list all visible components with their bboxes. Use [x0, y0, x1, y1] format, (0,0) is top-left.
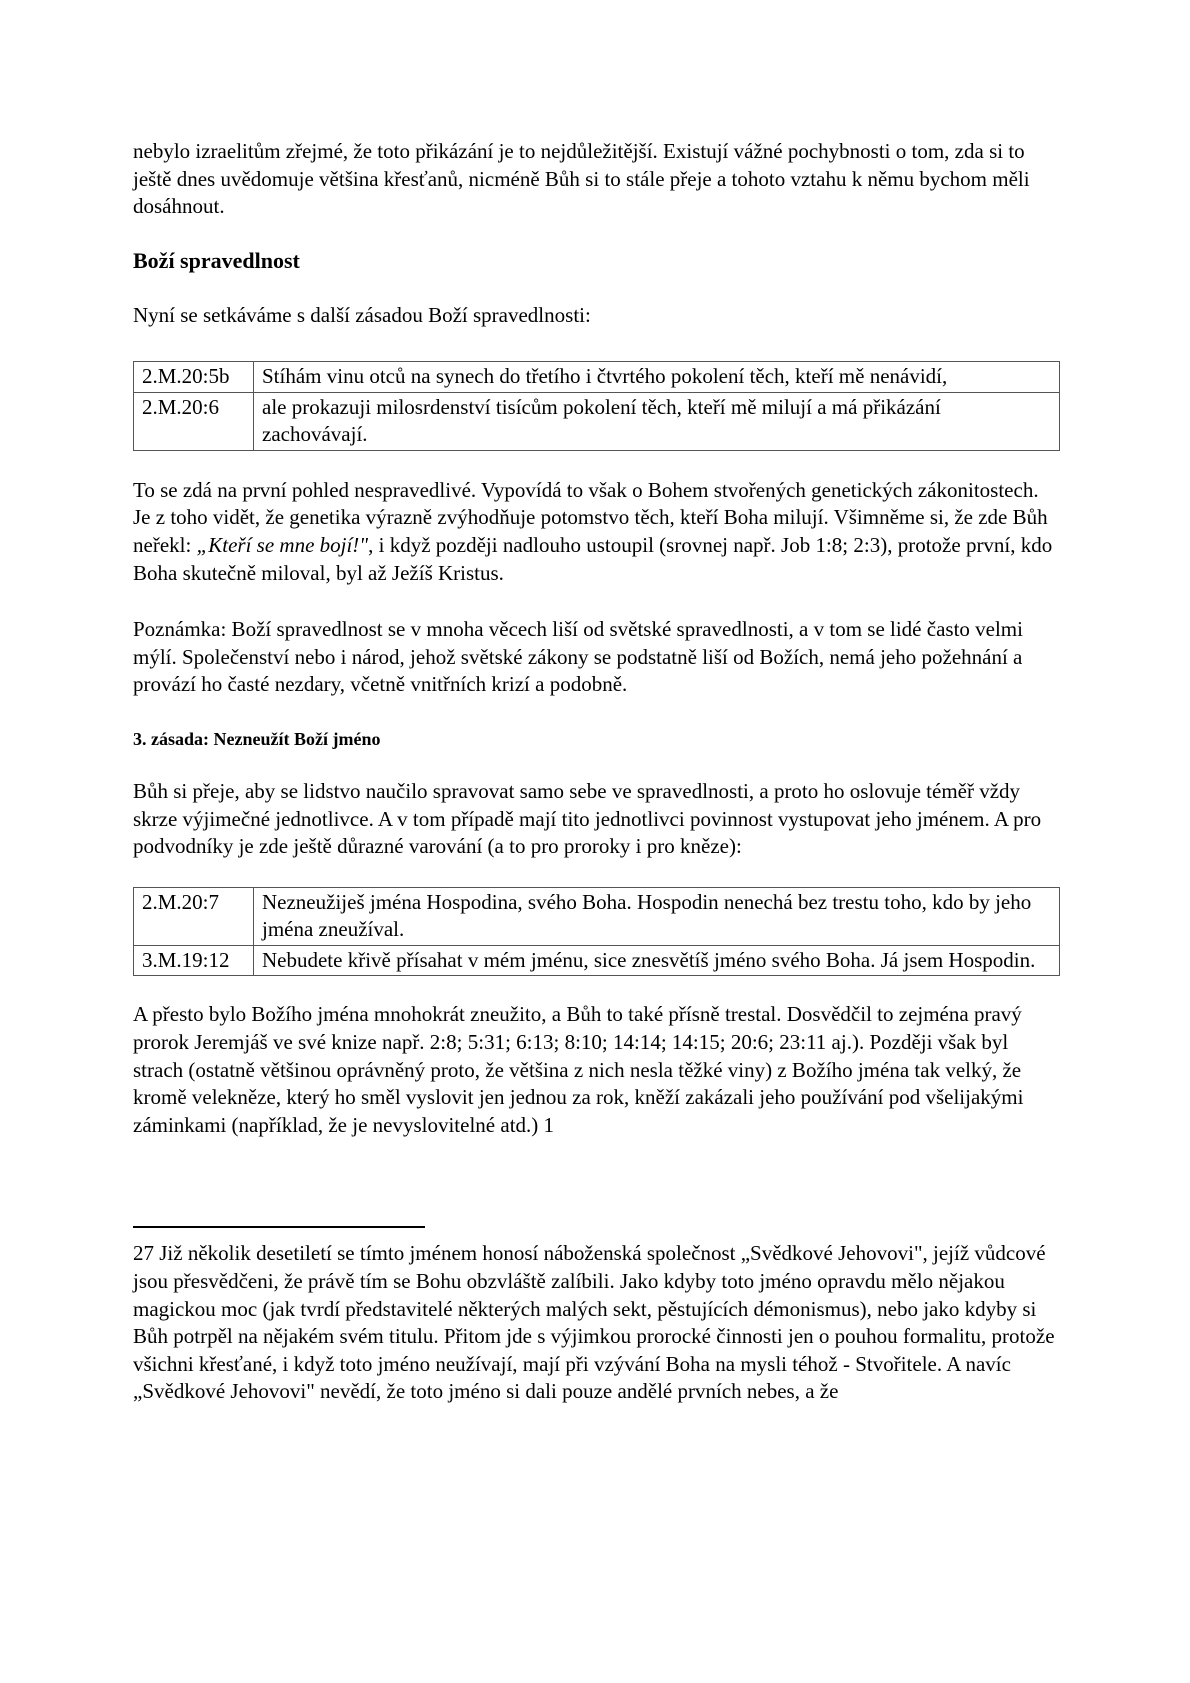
paragraph-principle: Bůh si přeje, aby se lidstvo naučilo spravovat samo sebe ve spravedlnosti, a proto ho oslovuje téměř vždy skrze výjimečné jednotlivce. A v tom případě mají tito jednotlivci povinnost vystupovat jeho jménem. A pro podvodníky je zde ještě důrazné varování (a to pro proroky i pro kněze): — [133, 778, 1042, 859]
footnote-separator — [133, 1226, 425, 1228]
verse-text: ale prokazuji milosrdenství tisícům pokolení těch, kteří mě milují a má přikázání zachovávají. — [254, 392, 1060, 450]
table-row — [134, 887, 1060, 945]
text-segment: , i když později nadlouho ustoupil (srovnej např. Job 1:8; 2:3), protože první, kdo Boha skutečně miloval, byl až Ježíš Kristus. — [133, 532, 1053, 585]
italic-quote: „Kteří se mne bojí!" — [196, 532, 369, 557]
table-row — [134, 392, 1060, 450]
verse-reference: 3.M.19:12 — [134, 945, 254, 976]
verse-reference: 2.M.20:7 — [134, 887, 254, 945]
verse-text: Stíhám vinu otců na synech do třetího i čtvrtého pokolení těch, kteří mě nenávidí, — [254, 361, 1060, 392]
table-row — [134, 945, 1060, 976]
verse-reference: 2.M.20:5b — [134, 361, 254, 392]
table-row — [134, 361, 1060, 392]
scripture-table-2 — [133, 887, 1060, 977]
paragraph-genetics — [133, 477, 1060, 587]
verse-text: Nebudete křivě přísahat v mém jménu, sice znesvětíš jméno svého Boha. Já jsem Hospodin. — [254, 945, 1060, 976]
paragraph-intro: nebylo izraelitům zřejmé, že toto přikázání je to nejdůležitější. Existují vážné pochybnosti o tom, zda si to ještě dnes uvědomuje většina křesťanů, nicméně Bůh si to stále přeje a tohoto vztahu k němu bychom měli dosáhnout. — [133, 139, 1030, 219]
heading-bozi-spravedlnost: Boží spravedlnost — [133, 247, 300, 273]
heading-third-principle: 3. zásada: Nezneužít Boží jméno — [133, 728, 381, 749]
footnote-text: 27 Již několik desetiletí se tímto jménem honosí náboženská společnost „Svědkové Jehovovi", jejíž vůdcové jsou přesvědčeni, že právě tím se Bohu obzvláště zalíbili. Jako kdyby toto jméno opravdu mělo nějakou magickou moc (jak tvrdí představitelé některých malých sekt, pěstujících démonismus), nebo jako kdyby si Bůh potrpěl na nějakém svém titulu. Přitom jde s výjimkou prorocké činnosti jen o pouhou formalitu, protože všichni křesťané, i když toto jméno neužívají, mají při vzývání Boha na mysli téhož - Stvořitele. A navíc „Svědkové Jehovovi" nevědí, že toto jméno si dali pouze andělé prvních nebes, a že — [133, 1241, 1055, 1404]
text-segment: To se zdá na první pohled nespravedlivé. Vypovídá to však o Bohem stvořených genetických zákonitostech. Je z toho vidět, že genetika výrazně zvýhodňuje potomstvo těch, kteří Boha milují. Všimněme si, že zde Bůh neřekl: — [133, 477, 1048, 557]
paragraph-lead-in: Nyní se setkáváme s další zásadou Boží spravedlnosti: — [133, 303, 591, 328]
verse-text: Nezneužiješ jména Hospodina, svého Boha. Hospodin nenechá bez trestu toho, kdo by jeho jména zneužíval. — [254, 887, 1060, 945]
paragraph-name-misuse: A přesto bylo Božího jména mnohokrát zneužito, a Bůh to také přísně trestal. Dosvědčil to zejména pravý prorok Jeremjáš ve své knize např. 2:8; 5:31; 6:13; 8:10; 14:14; 14:15; 20:6; 23:11 aj.). Později však byl strach (ostatně většinou oprávněný proto, že většina z nich nesla těžké viny) z Božího jména tak velký, že kromě velekněze, který ho směl vyslovit jen jednou za rok, kněží zakázali jeho používání pod všelijakými záminkami (například, že je nevyslovitelné atd.) 1 — [133, 1002, 1024, 1137]
paragraph-note: Poznámka: Boží spravedlnost se v mnoha věcech liší od světské spravedlnosti, a v tom se lidé často velmi mýlí. Společenství nebo i národ, jehož světské zákony se podstatně liší od Božích, nemá jeho požehnání a provází ho časté nezdary, včetně vnitřních krizí a podobně. — [133, 617, 1023, 697]
verse-reference: 2.M.20:6 — [134, 392, 254, 450]
scripture-table-1 — [133, 361, 1060, 451]
